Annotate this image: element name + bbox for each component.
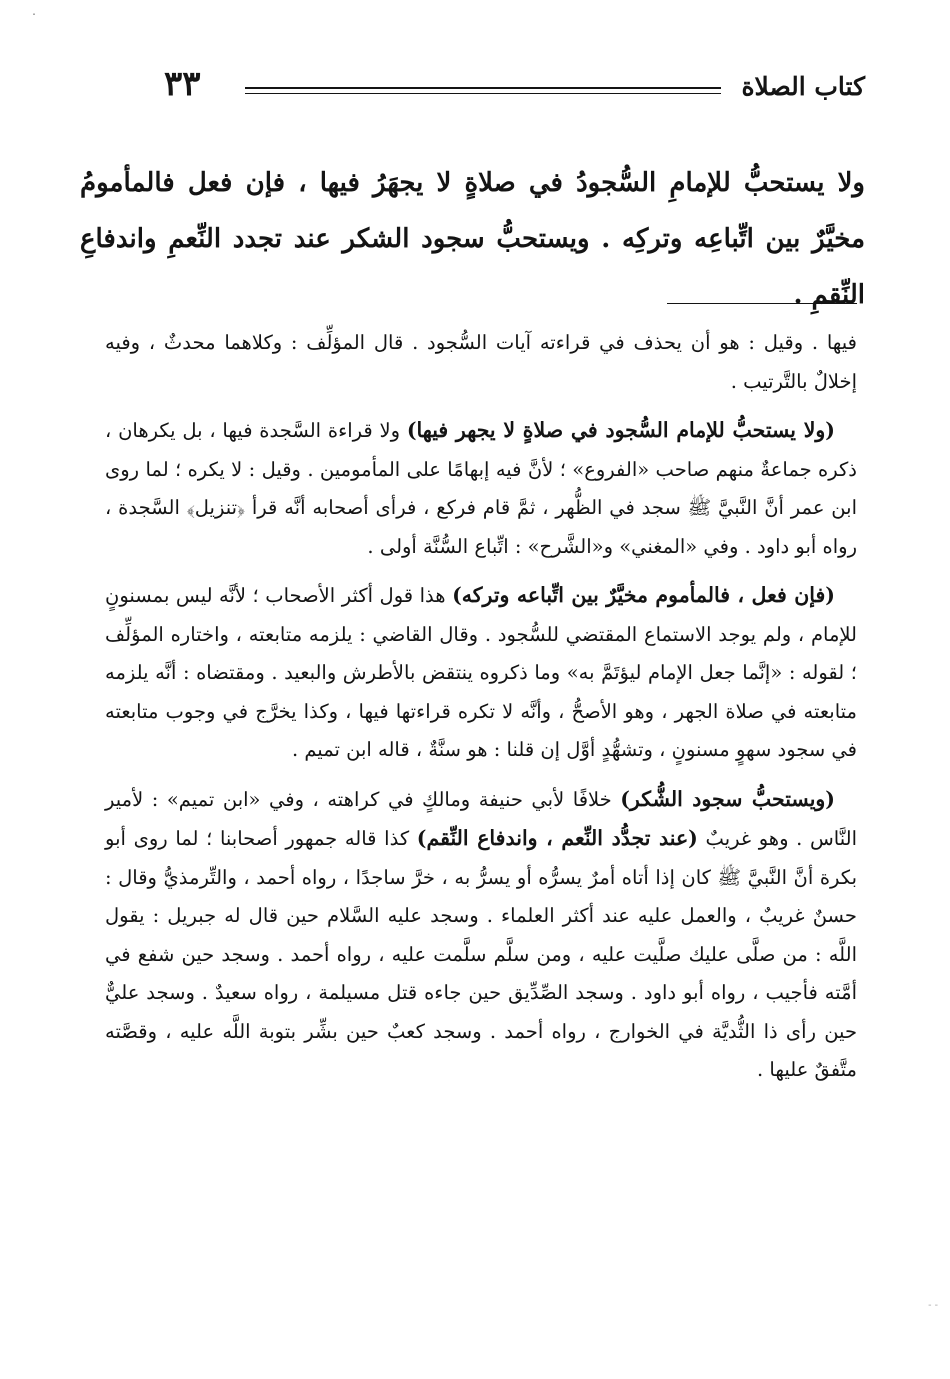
commentary-text: كذا قاله جمهور أصحابنا ؛ لما روى أبو بكرة أنَّ النَّبيَّ ﷺ كان إذا أتاه أمرٌ يسرُّه أو يسرُّ به ، خرَّ ساجدًا ، رواه أحمد ، والتِّرمذيُّ وقال : حسنٌ غريبٌ ، والعمل عليه عند أكثر العلماء . وسجد عليه السَّلام حين قال له جبريل : يقول اللَّه : من صلَّى عليك صلَّيت عليه ، ومن سلَّم سلَّمت عليه ، رواه أحمد . وسجد حين شفع في أمَّته فأجيب ، رواه أبو داود . وسجد الصِّدِّيق حين جاءه قتل مسيلمة ، رواه سعيدٌ . وسجد عليٌّ حين رأى ذا الثُّديَّة في الخوارج ، رواه أحمد . وسجد كعبٌ حين بشِّر بتوبة اللَّه عليه ، وقصَّته متَّفقٌ عليها . <box>105 827 857 1081</box>
commentary-text: هذا قول أكثر الأصحاب ؛ لأنَّه ليس بمسنونٍ للإمام ، ولم يوجد الاستماع المقتضي للسُّجود . وقال القاضي : يلزمه متابعته ، واختاره المؤلِّف ؛ لقوله : «إنَّما جعل الإمام ليؤتَمَّ به» وما ذكروه ينتقض بالأطرش والبعيد . ومقتضاه : أنَّه يلزمه متابعته في صلاة الجهر ، وهو الأصحُّ ، وأنَّه لا تكره قراءتها فيها ، وكذا يخرَّج في وجوب متابعته في سجود سهوٍ مسنونٍ ، وتشهُّدٍ أوَّل إن قلنا : هو سنَّةٌ ، قاله ابن تميم . <box>105 584 857 761</box>
commentary-text: ولا قراءة السَّجدة فيها ، بل يكرهان ، ذكره جماعةٌ منهم صاحب «الفروع» ؛ لأنَّ فيه إبهامًا على المأمومين . وقيل : لا يكره ؛ لما روى ابن عمر أنَّ النَّبيَّ ﷺ سجد في الظُّهر ، ثمَّ قام فركع ، فرأى أصحابه أنَّه قرأ ﴿تنزيل﴾ السَّجدة ، رواه أبو داود . وفي «المغني» و«الشَّرح» : اتِّباع السُّنَّة أولى . <box>105 419 857 558</box>
running-title: كتاب الصلاة <box>741 72 865 101</box>
commentary <box>105 324 857 1100</box>
scan-speck: - - <box>928 1300 938 1311</box>
scan-speck: ․ <box>32 4 37 18</box>
quoted-main-text: (ولا يستحبُّ للإمام السُّجود في صلاةٍ لا يجهر فيها) <box>406 418 835 442</box>
commentary-paragraph <box>105 576 857 770</box>
main-text <box>80 155 865 323</box>
commentary-paragraph <box>105 324 857 401</box>
commentary-text: فيها . وقيل : هو أن يحذف في قراءته آيات السُّجود . قال المؤلِّف : وكلاهما محدثٌ ، وفيه إخلالٌ بالتَّرتيب . <box>105 331 857 393</box>
main-text-body: ولا يستحبُّ للإمامِ السُّجودُ في صلاةٍ لا يجهَرُ فيها ، فإن فعل فالمأمومُ مخيَّرٌ بين اتِّباعِه وتركِه . ويستحبُّ سجود الشكر عند تجدد النِّعمِ واندفاعِ النِّقمِ . <box>80 168 865 310</box>
header-rule-thin <box>245 93 721 94</box>
quoted-main-text: (ويستحبُّ سجود الشُّكر) <box>620 786 835 811</box>
commentary-paragraph <box>105 780 857 1090</box>
quoted-main-text: (عند تجدُّد النِّعم ، واندفاع النِّقم) <box>416 826 698 850</box>
quoted-main-text: (فإن فعل ، فالمأموم مخيَّرٌ بين اتِّباعه وتركه) <box>452 583 836 607</box>
commentary-separator <box>667 303 857 304</box>
page-number: ٣٣ <box>164 64 201 104</box>
page-header <box>150 60 865 110</box>
header-rule <box>245 87 721 89</box>
commentary-text: خلافًا لأبي حنيفة ومالكٍ في كراهته ، وفي «ابن تميم» : لأمير النَّاس . وهو غريبٌ <box>105 787 857 850</box>
commentary-paragraph <box>105 411 857 566</box>
